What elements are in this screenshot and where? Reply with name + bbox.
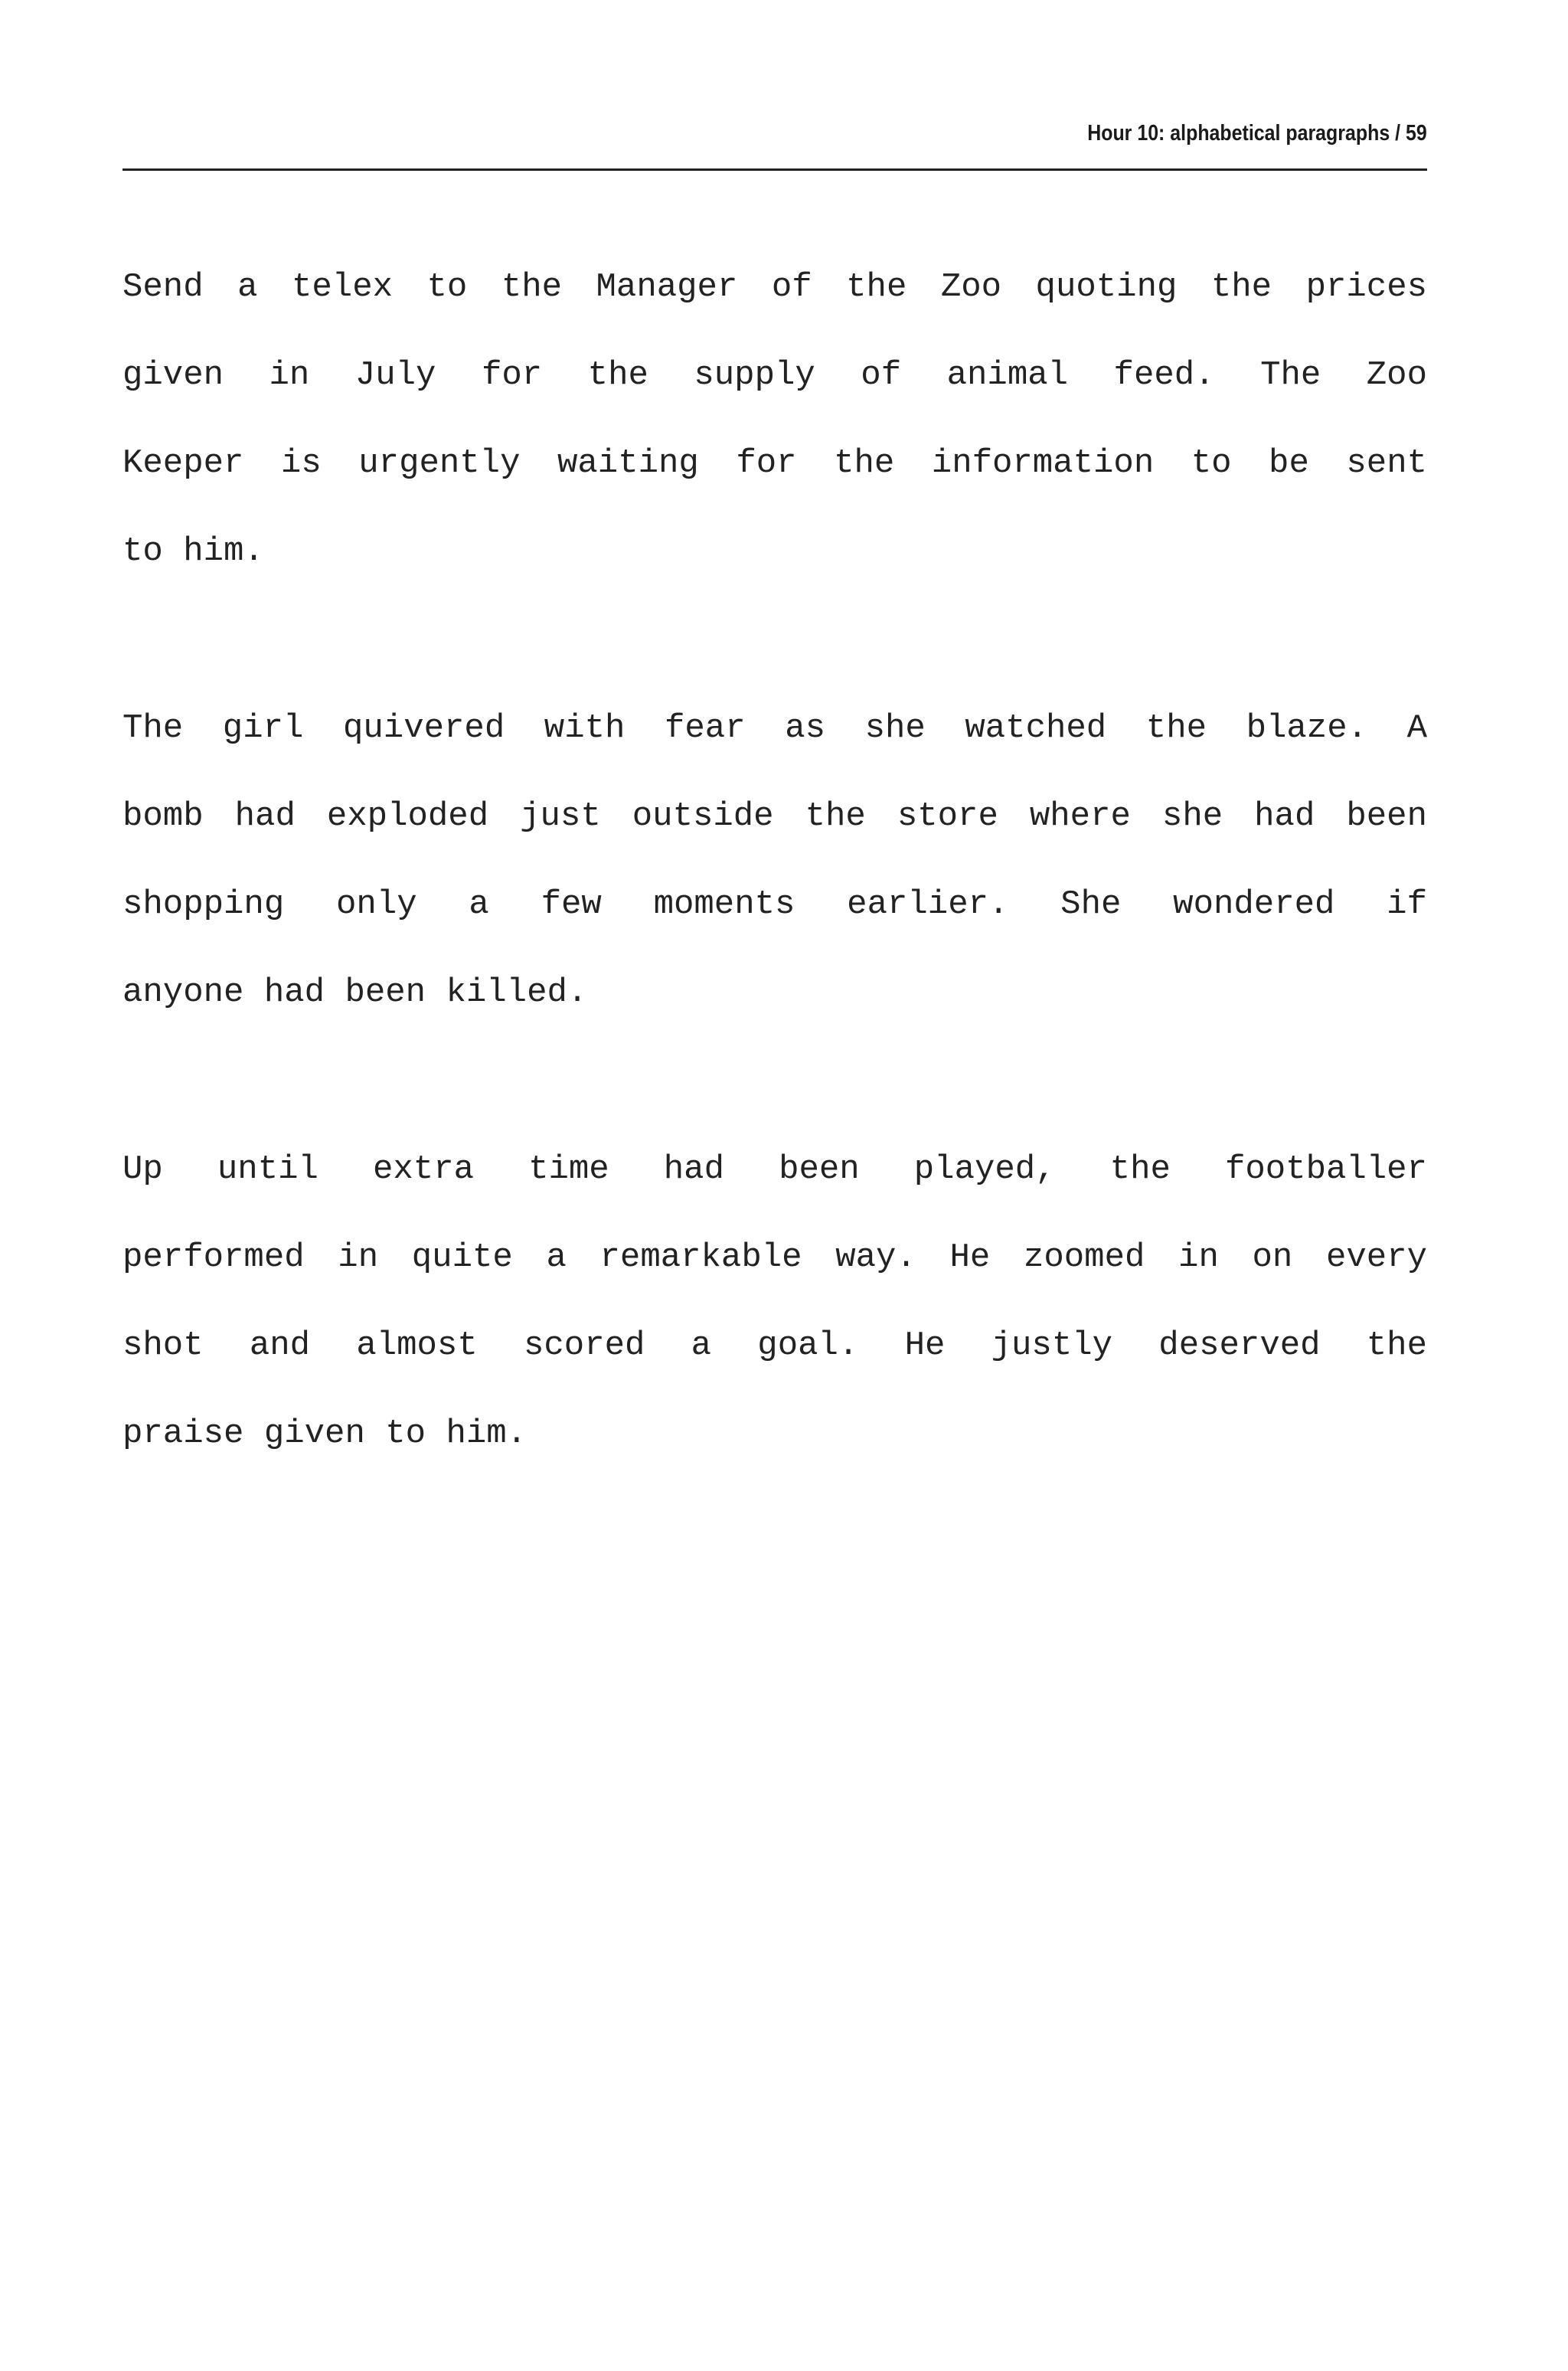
paragraph-line: The girl quivered with fear as she watched the blaze. A [122,709,1427,747]
running-head: Hour 10: alphabetical paragraphs / 59 [1087,121,1427,146]
page-header [122,115,1427,171]
paragraph-line: anyone had been killed. [122,973,588,1012]
paragraph-line: to him. [122,532,264,571]
paragraph-line: shopping only a few moments earlier. She wondered if [122,885,1427,924]
body-text [122,244,1427,1567]
paragraph-line: Keeper is urgently waiting for the information to be sent [122,444,1427,482]
paragraph-line: shot and almost scored a goal. He justly deserved the [122,1326,1427,1365]
paragraph-line: Up until extra time had been played, the footballer [122,1150,1427,1189]
paragraph-footballer [122,1126,1427,1478]
paragraph-line: praise given to him. [122,1414,528,1453]
paragraph-line: bomb had exploded just outside the store where she had been [122,797,1427,836]
paragraph-line: Send a telex to the Manager of the Zoo quoting the prices [122,268,1427,306]
paragraph-line: given in July for the supply of animal feed. The Zoo [122,356,1427,394]
paragraph-bomb-blaze [122,685,1427,1037]
paragraph-line: performed in quite a remarkable way. He zoomed in on every [122,1238,1427,1277]
paragraph-zoo-telex [122,244,1427,596]
